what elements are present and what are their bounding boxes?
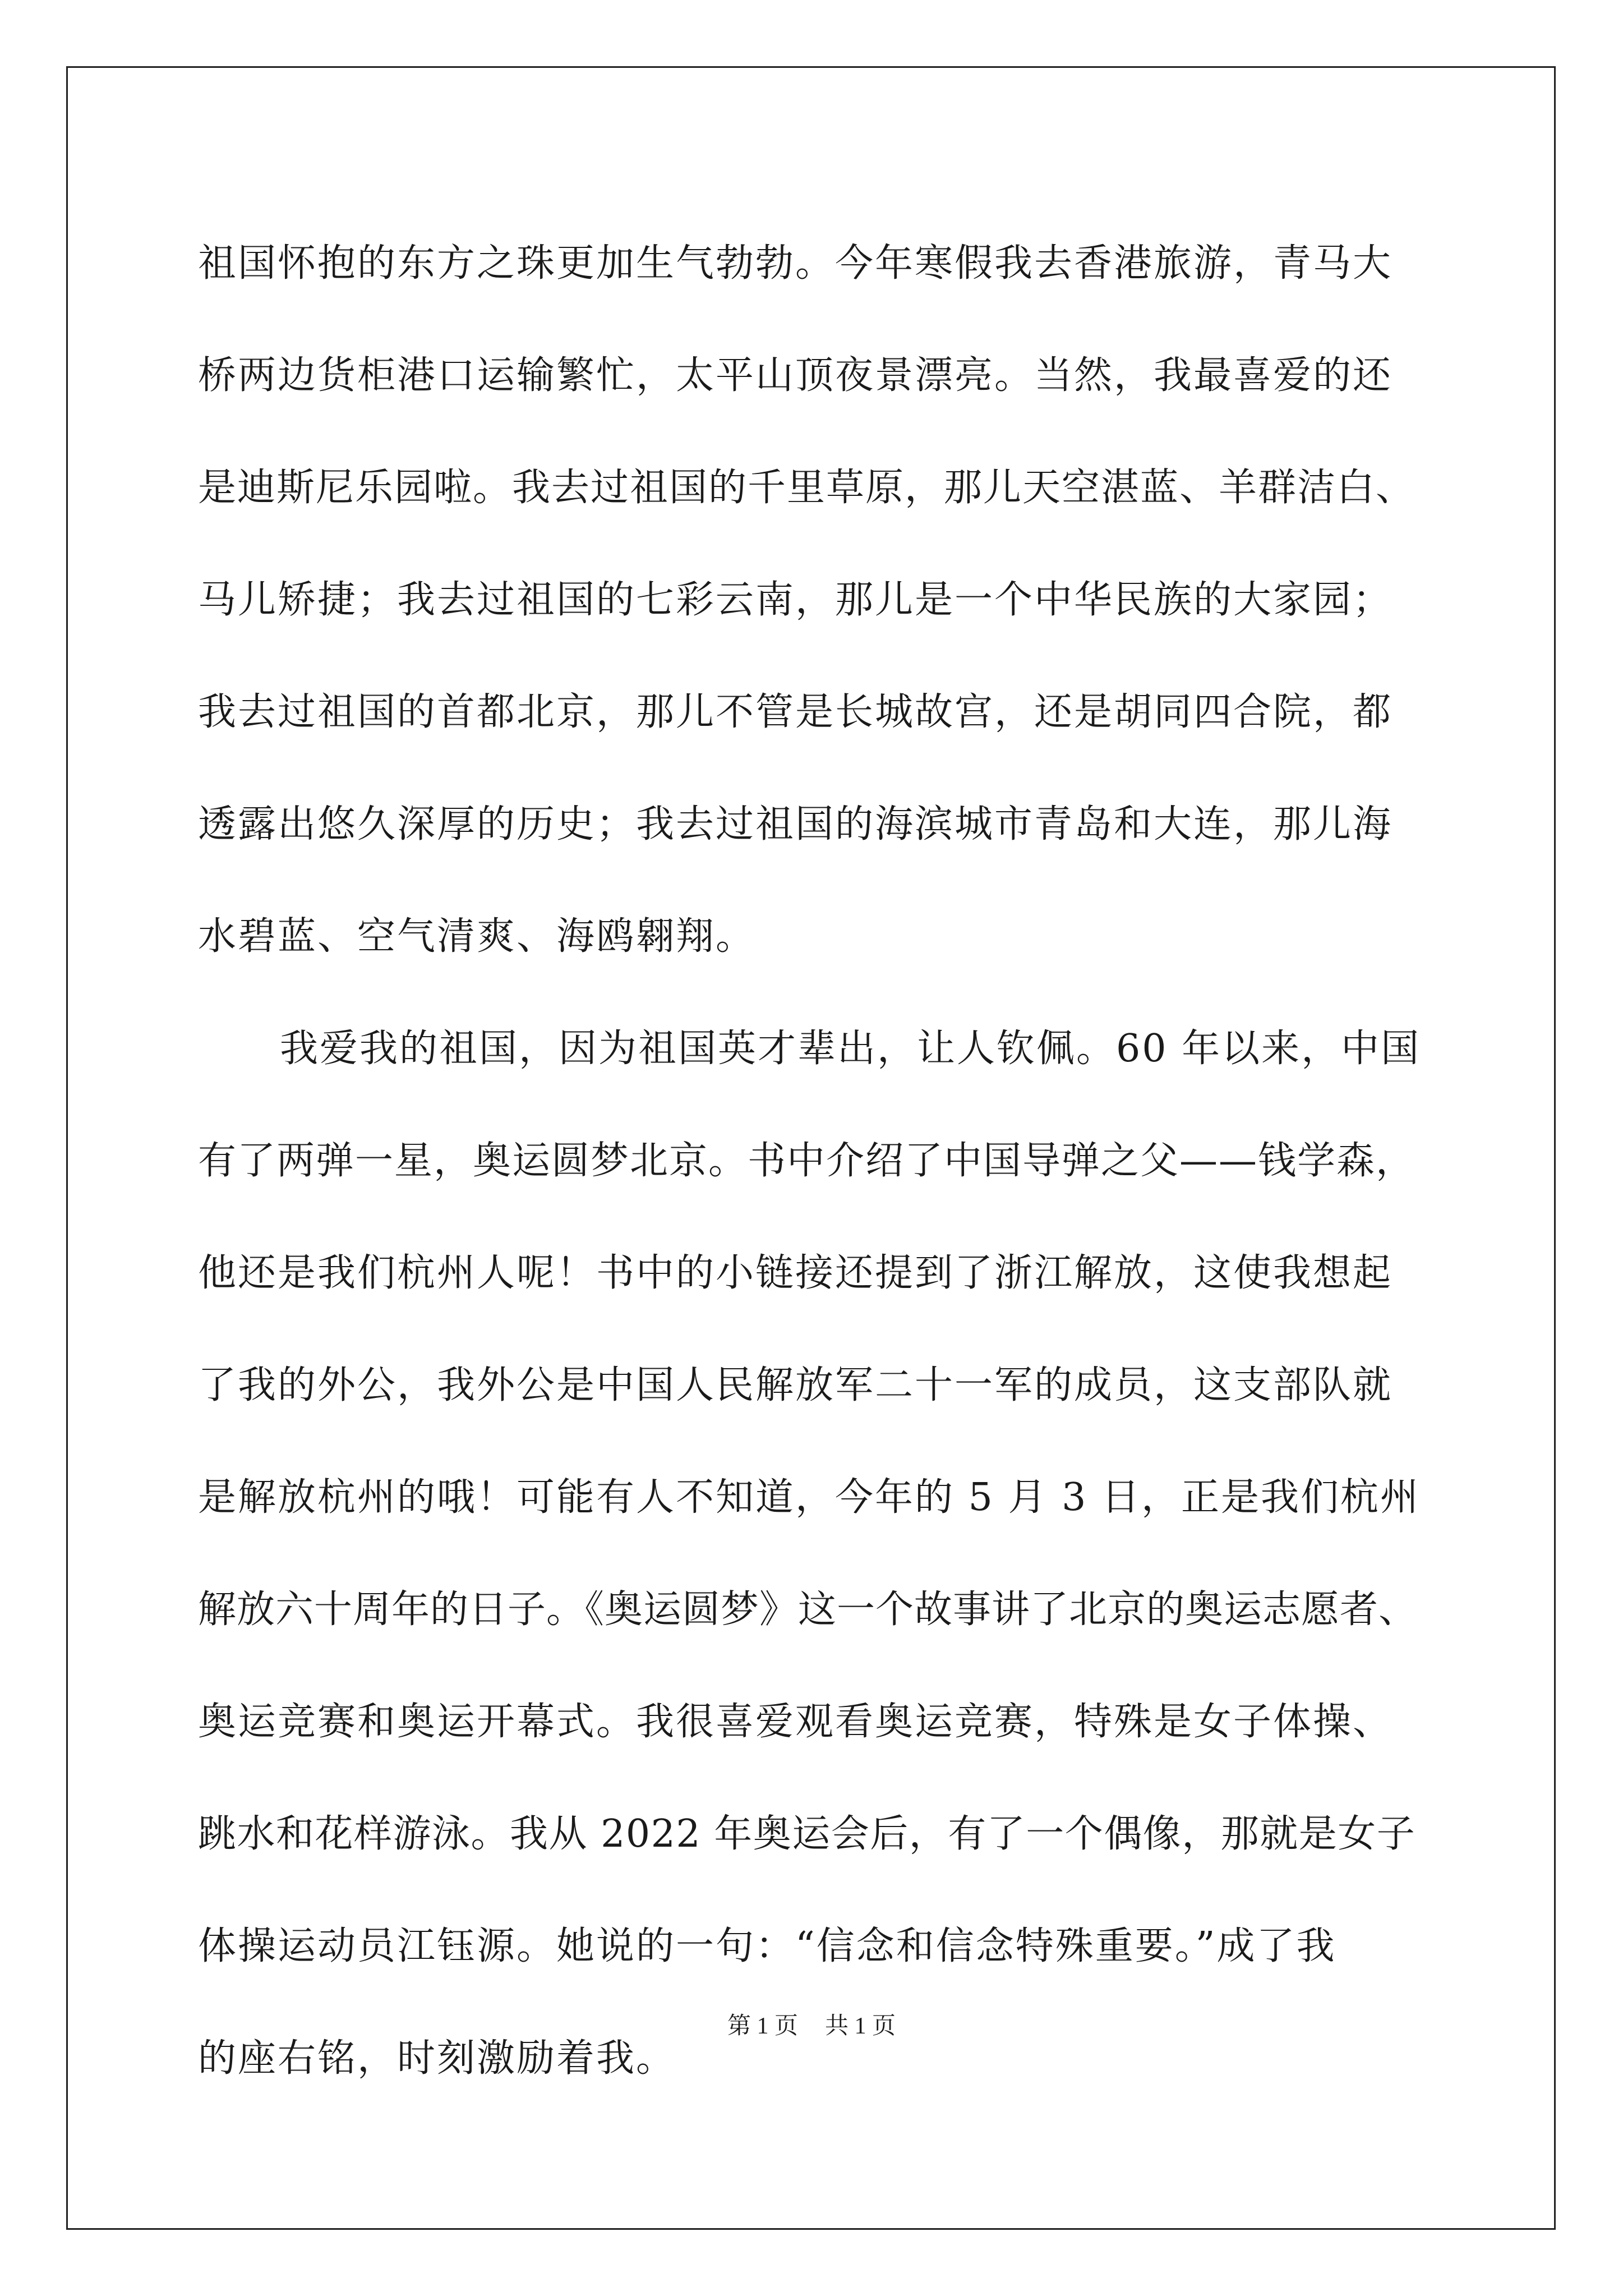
text-line: 体操运动员江钰源。她说的一句：“信念和信念特殊重要。”成了我 <box>198 1924 1336 1968</box>
text-line: 祖国怀抱的东方之珠更加生气勃勃。今年寒假我去香港旅游，青马大 <box>198 241 1393 286</box>
text-line: 我去过祖国的首都北京，那儿不管是长城故宫，还是胡同四合院，都 <box>198 690 1393 734</box>
text-line: 他还是我们杭州人呢！书中的小链接还提到了浙江解放，这使我想起 <box>198 1251 1393 1295</box>
page-footer <box>0 2009 1623 2043</box>
total-pages: 共 1 页 <box>825 2013 896 2039</box>
paragraph-first-line: 我爱我的祖国，因为祖国英才辈出，让人钦佩。60 年以来，中国 <box>280 1027 1421 1071</box>
text-line: 是解放杭州的哦！可能有人不知道，今年的 5 月 3 日，正是我们杭州 <box>198 1475 1420 1520</box>
text-line: 有了两弹一星，奥运圆梦北京。书中介绍了中国导弹之父——钱学森， <box>198 1139 1415 1183</box>
document-body <box>198 208 1421 2115</box>
text-line: 桥两边货柜港口运输繁忙，太平山顶夜景漂亮。当然，我最喜爱的还 <box>198 353 1393 398</box>
text-line: 水碧蓝、空气清爽、海鸥翱翔。 <box>198 914 756 959</box>
page-number: 第 1 页 <box>727 2013 798 2039</box>
text-line: 了我的外公，我外公是中国人民解放军二十一军的成员，这支部队就 <box>198 1363 1393 1407</box>
text-line: 马儿矫捷；我去过祖国的七彩云南，那儿是一个中华民族的大家园； <box>198 578 1393 622</box>
text-line: 跳水和花样游泳。我从 2022 年奥运会后，有了一个偶像，那就是女子 <box>198 1812 1416 1856</box>
text-line: 透露出悠久深厚的历史；我去过祖国的海滨城市青岛和大连，那儿海 <box>198 802 1393 846</box>
text-line: 解放六十周年的日子。《奥运圆梦》这一个故事讲了北京的奥运志愿者、 <box>198 1588 1418 1632</box>
text-line: 是迪斯尼乐园啦。我去过祖国的千里草原，那儿天空湛蓝、羊群洁白、 <box>198 466 1415 510</box>
text-line: 的座右铭，时刻激励着我。 <box>198 2036 676 2081</box>
text-line: 奥运竞赛和奥运开幕式。我很喜爱观看奥运竞赛，特殊是女子体操、 <box>198 1700 1393 1744</box>
